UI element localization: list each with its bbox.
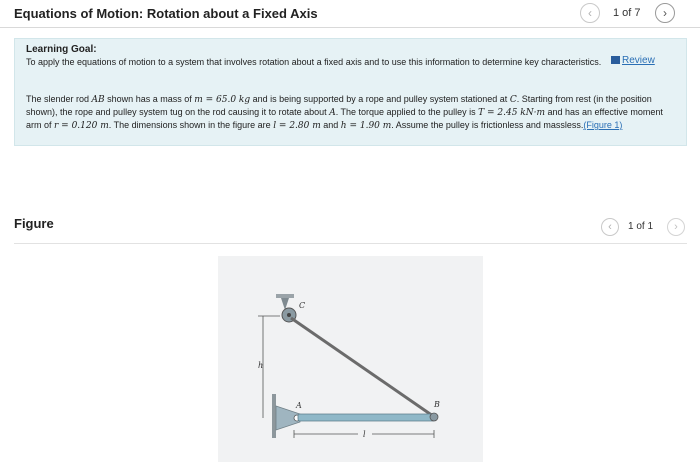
support-symbol: C bbox=[509, 95, 517, 105]
next-part-button[interactable] bbox=[655, 3, 675, 23]
review-label: Review bbox=[622, 55, 655, 66]
point-b-label: B bbox=[434, 400, 440, 409]
page-title: Equations of Motion: Rotation about a Fixed Axis bbox=[14, 6, 318, 21]
height-value: h = 1.90 m bbox=[340, 121, 392, 131]
problem-statement: The slender rod AB shown has a mass of m = 65.0 kg and is being supported by a rope and pulley system stationed at C. Starting from rest (in the position shown), the rope and pulley system tug on the rod causing it to rotate about A. The torque applied to the pulley is T = 2.45 kN·m and has an effective moment arm of r = 0.120 m. The dimensions shown in the figure are l = 2.80 m and h = 1.90 m. Assume the pulley is frictionless and massless.(Figure 1) bbox=[26, 94, 663, 131]
review-link[interactable] bbox=[611, 55, 655, 66]
learning-goal-heading: Learning Goal: bbox=[26, 44, 97, 55]
prev-part-button[interactable] bbox=[580, 3, 600, 23]
figure-1-link[interactable]: (Figure 1) bbox=[583, 120, 623, 130]
rope bbox=[291, 318, 433, 416]
rod-ab bbox=[298, 414, 435, 421]
part-pager: 1 of 7 bbox=[613, 7, 641, 19]
ceiling-support bbox=[276, 294, 294, 298]
torque-value: T = 2.45 kN·m bbox=[478, 108, 546, 118]
length-value: l = 2.80 m bbox=[273, 121, 321, 131]
chevron-right-icon: › bbox=[663, 6, 667, 20]
point-c-label: C bbox=[299, 301, 306, 310]
mass-value: m = 65.0 kg bbox=[194, 95, 251, 105]
axis-symbol: A bbox=[329, 108, 336, 118]
learning-goal-text: To apply the equations of motion to a system that involves rotation about a fixed axis and to use this information to determine key characteristics. bbox=[26, 57, 602, 67]
height-label: h bbox=[258, 361, 264, 370]
chevron-left-icon: ‹ bbox=[588, 6, 592, 20]
wall bbox=[272, 394, 276, 438]
figure-prev-button[interactable] bbox=[601, 218, 619, 236]
learning-goal-panel bbox=[14, 38, 687, 146]
length-label: l bbox=[363, 430, 366, 439]
figure-pager: 1 of 1 bbox=[628, 221, 654, 232]
rod-pulley-diagram bbox=[218, 256, 483, 462]
end-b-pulley bbox=[430, 413, 438, 421]
figure-1-image bbox=[218, 256, 483, 462]
moment-arm-value: r = 0.120 m bbox=[54, 121, 109, 131]
rod-symbol: AB bbox=[91, 95, 105, 105]
figure-next-button[interactable] bbox=[667, 218, 685, 236]
review-icon bbox=[611, 56, 620, 64]
figure-heading: Figure bbox=[14, 216, 54, 231]
figure-divider bbox=[14, 243, 687, 244]
point-a-label: A bbox=[296, 401, 302, 410]
header-bar bbox=[0, 0, 700, 28]
chevron-right-icon: › bbox=[674, 221, 678, 233]
chevron-left-icon: ‹ bbox=[608, 221, 612, 233]
pulley-axle bbox=[287, 313, 291, 317]
